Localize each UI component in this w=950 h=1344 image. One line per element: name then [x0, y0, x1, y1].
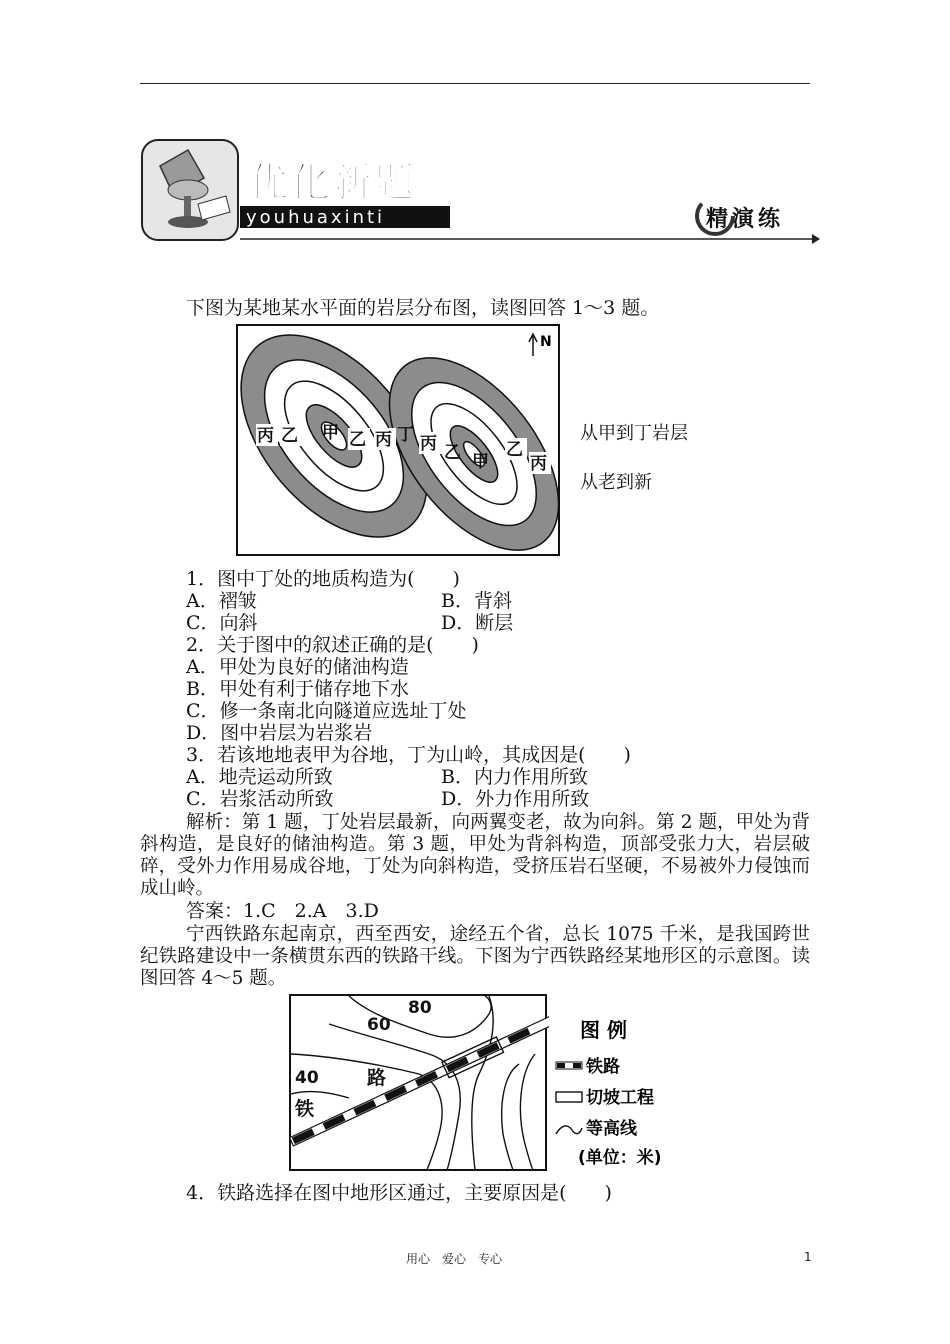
q4-stem: 4．铁路选择在图中地形区通过，主要原因是( ) — [186, 1182, 612, 1204]
label-ding: 丁 — [397, 425, 414, 445]
footer-motto: 用心 爱心 专心 — [406, 1252, 503, 1266]
page-number: 1 — [804, 1250, 812, 1264]
rail-label-lu: 路 — [367, 1067, 387, 1089]
label-yi-2: 乙 — [349, 430, 366, 450]
map-legend — [550, 1010, 690, 1170]
q2-option-a: A．甲处为良好的储油构造 — [186, 656, 409, 678]
intro-1: 下图为某地某水平面的岩层分布图，读图回答 1～3 题。 — [186, 297, 660, 319]
label-jia-2: 甲 — [472, 452, 489, 472]
strata-note-1: 从甲到丁岩层 — [580, 423, 688, 444]
q2-stem: 2．关于图中的叙述正确的是( ) — [186, 634, 479, 656]
legend-railway: 铁路 — [586, 1057, 620, 1077]
q2-option-c: C．修一条南北向隧道应选址丁处 — [186, 700, 467, 722]
railway-contour-map — [289, 994, 549, 1172]
label-yi-4: 乙 — [506, 440, 523, 460]
q3-stem: 3．若该地地表甲为谷地，丁为山岭，其成因是( ) — [186, 744, 631, 766]
contour-label-60: 60 — [367, 1015, 391, 1035]
strata-note-2: 从老到新 — [580, 472, 652, 493]
contour-label-40: 40 — [295, 1068, 319, 1088]
intro-2: 宁西铁路东起南京，西至西安，途经五个省，总长 1075 千米，是我国跨世纪铁路建设中一条横贯东西的铁路干线。下图为宁西铁路经某地形区的示意图。读图回答 4～5 题。 — [140, 924, 810, 989]
contour-label-80: 80 — [408, 998, 432, 1018]
slope-cut-legend-icon — [556, 1092, 582, 1102]
q1-stem: 1．图中丁处的地质构造为( ) — [186, 568, 460, 590]
q1-option-a: A．褶皱 — [186, 590, 257, 612]
rock-strata-map — [236, 324, 566, 557]
q1-option-c: C．向斜 — [186, 612, 258, 634]
q1-option-d: D．断层 — [441, 612, 514, 634]
legend-title: 图 例 — [580, 1018, 627, 1042]
q1-option-b: B．背斜 — [441, 590, 512, 612]
analysis-paragraph: 解析：第 1 题，丁处岩层最新，向两翼变老，故为向斜。第 2 题，甲处为背斜构造，是良好的储油构造。第 3 题，甲处为背斜构造，顶部受张力大，岩层破碎，受外力作用易成谷地，丁处为向斜构造，受挤压岩石坚硬，不易被外力侵蚀而成山岭。 — [140, 812, 810, 899]
answers: 答案：1.C 2.A 3.D — [186, 900, 379, 922]
legend-unit: (单位：米) — [578, 1148, 662, 1168]
q3-option-b: B．内力作用所致 — [441, 766, 588, 788]
q3-option-c: C．岩浆活动所致 — [186, 788, 334, 810]
label-bing-2: 丙 — [375, 430, 392, 450]
q2-option-d: D．图中岩层为岩浆岩 — [186, 722, 373, 744]
banner-arrow-icon — [812, 234, 820, 244]
label-bing-3: 丙 — [420, 434, 437, 454]
legend-slope-cut: 切坡工程 — [586, 1088, 654, 1108]
q3-option-d: D．外力作用所致 — [441, 788, 590, 810]
section-banner — [140, 138, 820, 250]
banner-pinyin: youhuaxinti — [246, 207, 386, 228]
legend-contour: 等高线 — [586, 1119, 637, 1139]
banner-title: 优化新题 — [248, 160, 416, 206]
q2-option-b: B．甲处有利于储存地下水 — [186, 678, 409, 700]
label-jia-1: 甲 — [322, 423, 339, 443]
label-yi-1: 乙 — [281, 426, 298, 446]
label-yi-3: 乙 — [444, 443, 461, 463]
contour-legend-icon — [556, 1126, 582, 1134]
north-label: N — [540, 334, 552, 350]
label-bing-4: 丙 — [530, 454, 547, 474]
header-rule — [140, 83, 810, 84]
railway-legend-icon — [556, 1062, 582, 1069]
q3-option-a: A．地壳运动所致 — [186, 766, 333, 788]
banner-tag: 精演练 — [706, 207, 785, 232]
label-bing-1: 丙 — [257, 426, 274, 446]
rail-label-tie: 铁 — [295, 1098, 315, 1120]
